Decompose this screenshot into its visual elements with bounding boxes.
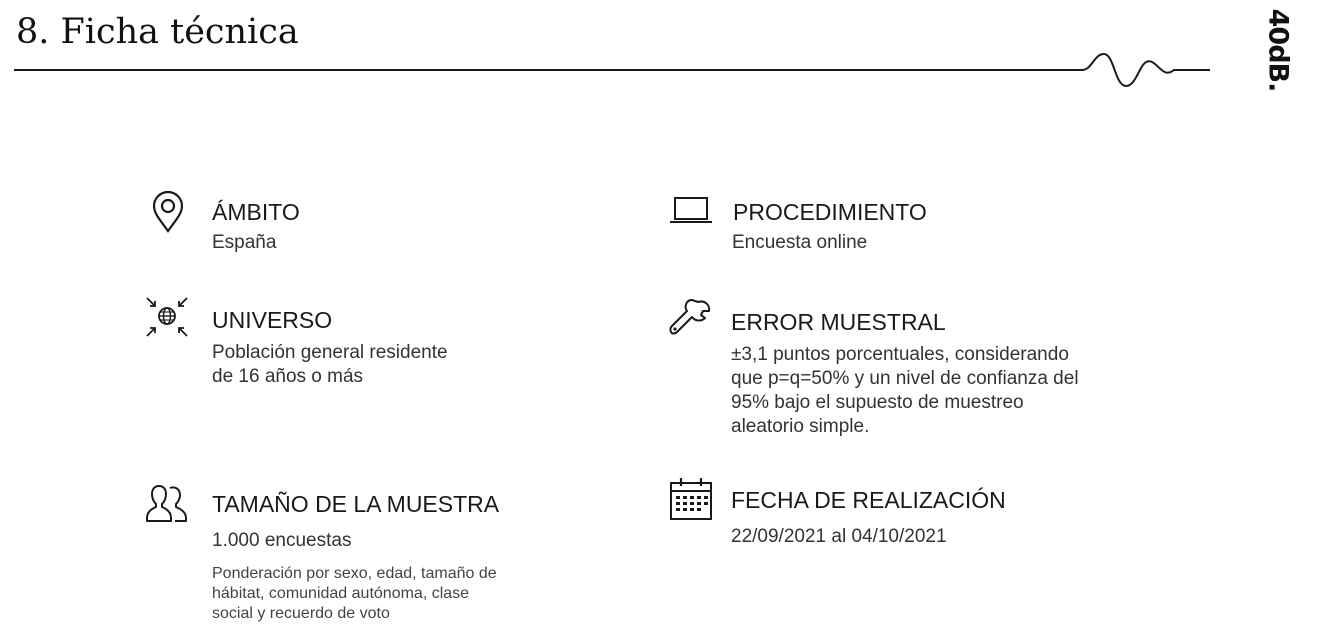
header-rule-wave: [14, 46, 1210, 90]
globe-arrows-icon: [145, 296, 189, 340]
tamano-note-line: hábitat, comunidad autónoma, clase: [212, 585, 470, 602]
error-muestral-line: aleatorio simple.: [731, 416, 870, 437]
universo-label: UNIVERSO: [212, 307, 333, 333]
tamano-value: 1.000 encuestas: [212, 530, 352, 551]
people-icon: [145, 482, 189, 524]
error-muestral-line: ±3,1 puntos porcentuales, considerando: [731, 344, 1069, 365]
error-muestral-line: 95% bajo el supuesto de muestreo: [731, 392, 1024, 413]
procedimiento-value: Encuesta online: [732, 232, 868, 253]
ambito-value: España: [212, 232, 277, 253]
error-muestral-line: que p=q=50% y un nivel de confianza del: [731, 368, 1079, 389]
location-pin-icon: [150, 190, 186, 234]
universo-value: [212, 341, 448, 389]
brand-logo-text: 40dB.: [1262, 8, 1294, 92]
laptop-icon: [669, 196, 713, 226]
tamano-note: [212, 564, 497, 624]
fecha-value: 22/09/2021 al 04/10/2021: [731, 526, 947, 547]
universo-value-line: Población general residente: [212, 342, 448, 363]
wrench-icon: [668, 298, 712, 342]
calendar-icon: [668, 476, 714, 522]
tamano-label: TAMAÑO DE LA MUESTRA: [212, 491, 500, 517]
error-muestral-value: [731, 343, 1079, 439]
error-muestral-label: ERROR MUESTRAL: [731, 309, 946, 335]
brand-logo: [1248, 0, 1308, 100]
tamano-note-line: Ponderación por sexo, edad, tamaño de: [212, 565, 497, 582]
procedimiento-label: PROCEDIMIENTO: [733, 199, 927, 225]
ambito-label: ÁMBITO: [212, 199, 300, 225]
tamano-note-line: social y recuerdo de voto: [212, 605, 390, 622]
page-title: 8. Ficha técnica: [16, 12, 299, 52]
fecha-label: FECHA DE REALIZACIÓN: [731, 487, 1006, 513]
universo-value-line: de 16 años o más: [212, 366, 364, 387]
